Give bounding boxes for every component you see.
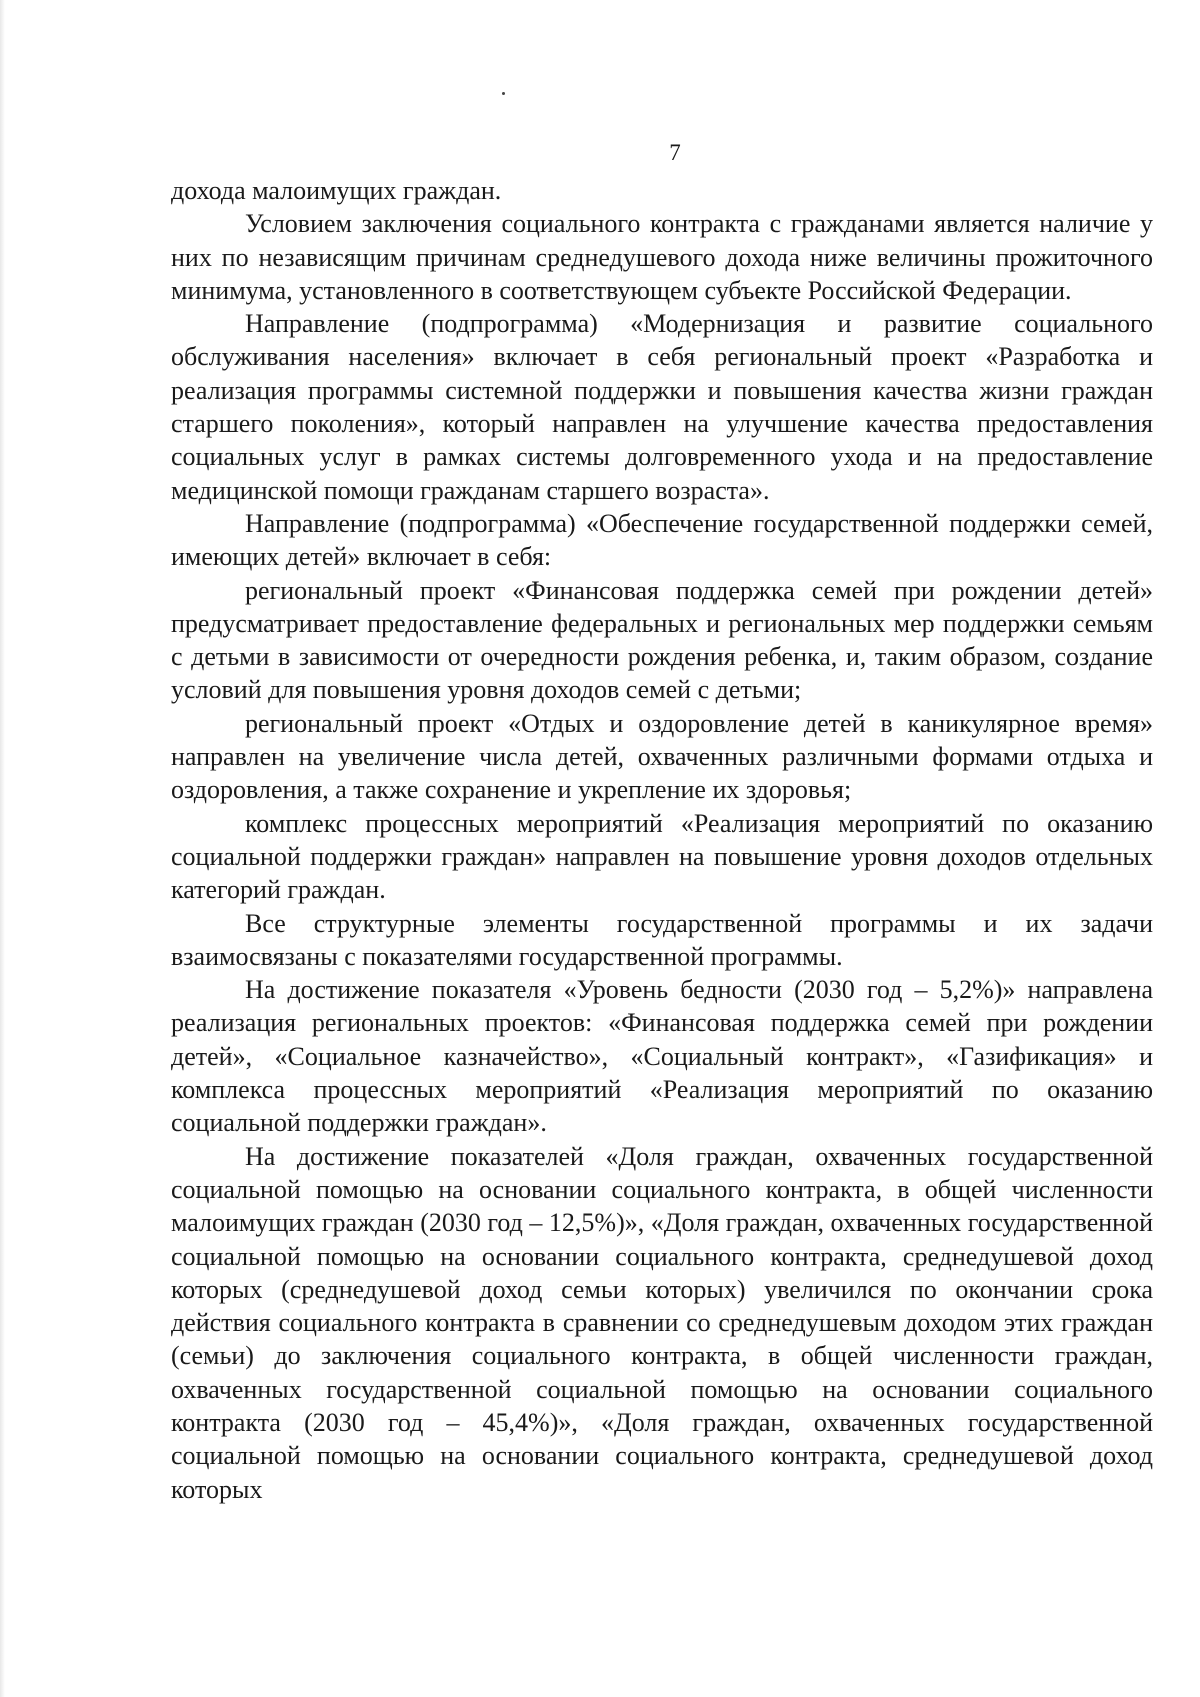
paragraph: региональный проект «Финансовая поддержка семей при рождении детей» предусматривает предоставление федеральных и региональных мер поддержки семьям с детьми в зависимости от очередности рождения ребенка, и, таким образом, создание условий для повышения уровня доходов семей с детьми; [171,575,1153,705]
scan-edge-shadow [0,0,5,1697]
paragraph: комплекс процессных мероприятий «Реализация мероприятий по оказанию социальной поддержки граждан» направлен на повышение уровня доходов отдельных категорий граждан. [171,808,1153,905]
scan-speck [502,92,505,95]
paragraph: региональный проект «Отдых и оздоровление детей в каникулярное время» направлен на увеличение числа детей, охваченных различными формами отдыха и оздоровления, а также сохранение и укрепление их здоровья; [171,708,1153,805]
paragraph: Условием заключения социального контракта с гражданами является наличие у них по независящим причинам среднедушевого дохода ниже величины прожиточного минимума, установленного в соответствующем субъекте Российской Федерации. [171,209,1153,305]
paragraph: Направление (подпрограмма) «Модернизация и развитие социального обслуживания населения» включает в себя региональный проект «Разработка и реализация программы системной поддержки и повышения качества жизни граждан старшего поколения», который направлен на улучшение качества предоставления социальных услуг в рамках системы долговременного ухода и на предоставление медицинской помощи гражданам старшего возраста». [171,309,1153,505]
document-body [171,174,1153,1506]
paragraph: Направление (подпрограмма) «Обеспечение государственной поддержки семей, имеющих детей» включает в себя: [171,508,1153,572]
page-number: 7 [669,140,681,165]
paragraph: Все структурные элементы государственной программы и их задачи взаимосвязаны с показателями государственной программы. [171,908,1153,971]
paragraph: На достижение показателя «Уровень бедности (2030 год – 5,2%)» направлена реализация региональных проектов: «Финансовая поддержка семей при рождении детей», «Социальное казначейство», «Социальный контракт», «Газификация» и комплекса процессных мероприятий «Реализация мероприятий по оказанию социальной поддержки граждан». [171,975,1153,1138]
paragraph: На достижение показателей «Доля граждан, охваченных государственной социальной помощью на основании социального контракта, в общей численности малоимущих граждан (2030 год – 12,5%)», «Доля граждан, охваченных государственной социальной помощью на основании социального контракта, среднедушевой доход которых (среднедушевой доход семьи которых) увеличился по окончании срока действия социального контракта в сравнении со среднедушевым доходом этих граждан (семьи) до заключения социального контракта, в общей численности граждан, охваченных государственной социальной помощью на основании социального контракта (2030 год – 45,4%)», «Доля граждан, охваченных государственной социальной помощью на основании социального контракта, среднедушевой доход которых [171,1141,1153,1504]
paragraph: дохода малоимущих граждан. [171,176,502,205]
